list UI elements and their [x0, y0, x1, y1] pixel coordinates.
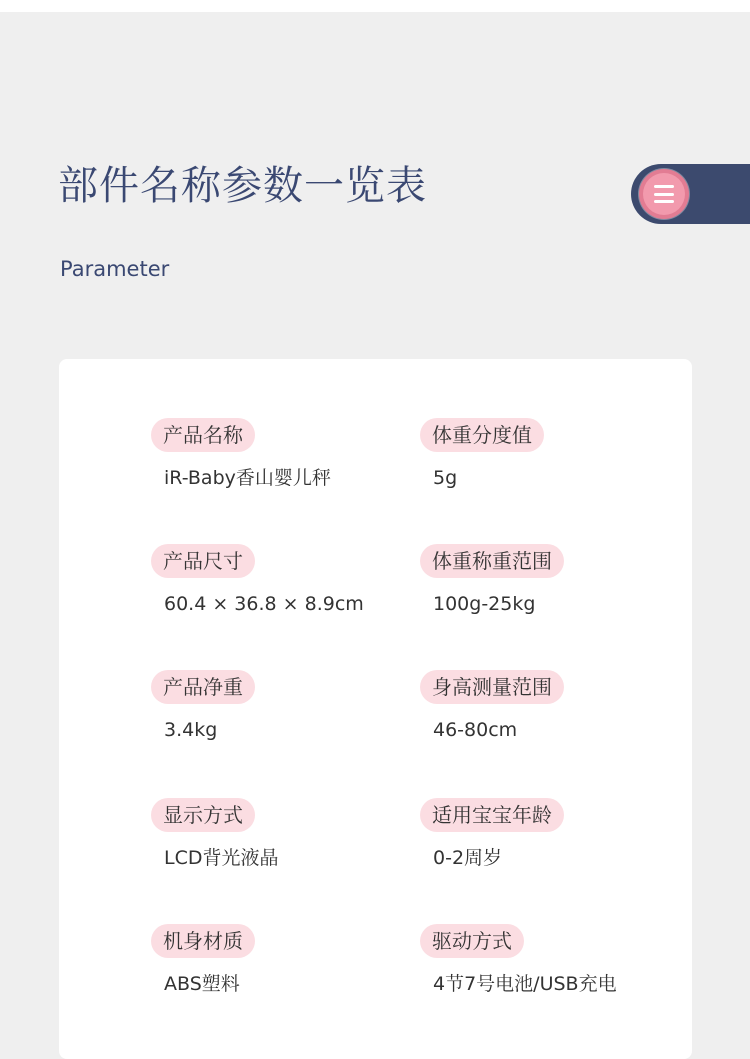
- param-value: 60.4 × 36.8 × 8.9cm: [164, 593, 364, 615]
- param-item-weight-resolution: [420, 418, 544, 490]
- param-value: 5g: [433, 467, 458, 489]
- page-title: 部件名称参数一览表: [58, 163, 427, 209]
- param-item-product-name: [151, 418, 331, 490]
- param-item-power-method: [420, 924, 617, 996]
- param-value: 4节7号电池/USB充电: [433, 973, 617, 995]
- param-value: iR-Baby香山婴儿秤: [164, 467, 331, 489]
- param-value: 3.4kg: [164, 719, 218, 741]
- param-label: 产品名称: [151, 418, 255, 452]
- param-value: 0-2周岁: [433, 847, 503, 869]
- param-label: 身高测量范围: [420, 670, 564, 704]
- param-label: 机身材质: [151, 924, 255, 958]
- hamburger-menu-icon: [643, 173, 685, 215]
- menu-button[interactable]: [639, 169, 689, 219]
- param-value: LCD背光液晶: [164, 847, 279, 869]
- param-item-suitable-age: [420, 798, 564, 870]
- param-label: 驱动方式: [420, 924, 524, 958]
- param-item-display-type: [151, 798, 278, 870]
- param-label: 显示方式: [151, 798, 255, 832]
- param-item-height-range: [420, 670, 564, 742]
- param-item-net-weight: [151, 670, 255, 742]
- top-strip: [0, 0, 750, 12]
- param-value: 46-80cm: [433, 719, 518, 741]
- page-subtitle: Parameter: [60, 257, 170, 281]
- param-item-weight-range: [420, 544, 564, 616]
- param-label: 体重分度值: [420, 418, 544, 452]
- param-value: ABS塑料: [164, 973, 240, 995]
- param-label: 体重称重范围: [420, 544, 564, 578]
- parameter-card: [59, 359, 692, 1059]
- param-item-body-material: [151, 924, 255, 996]
- param-item-product-size: [151, 544, 364, 616]
- param-value: 100g-25kg: [433, 593, 536, 615]
- param-label: 产品尺寸: [151, 544, 255, 578]
- param-label: 产品净重: [151, 670, 255, 704]
- param-label: 适用宝宝年龄: [420, 798, 564, 832]
